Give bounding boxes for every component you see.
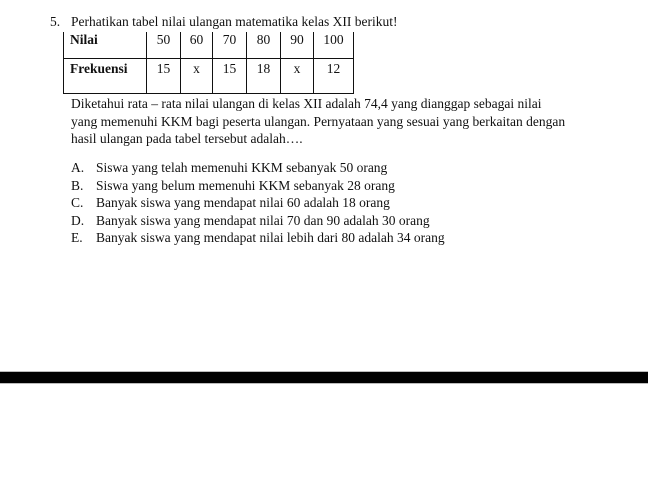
option-b[interactable] (71, 177, 445, 195)
option-d[interactable] (71, 212, 445, 230)
table-cell: 80 (247, 32, 281, 59)
table-row-frequencies (64, 59, 354, 94)
table-cell: 15 (213, 59, 247, 94)
table-cell: 15 (147, 59, 181, 94)
table-cell: 100 (314, 32, 354, 59)
option-c[interactable] (71, 194, 445, 212)
option-e[interactable] (71, 229, 445, 247)
table-cell: x (181, 59, 213, 94)
table-cell: 18 (247, 59, 281, 94)
table-row-scores (64, 32, 354, 59)
table-cell: 70 (213, 32, 247, 59)
divider-bar (0, 371, 648, 384)
option-text: Banyak siswa yang mendapat nilai lebih dari 80 adalah 34 orang (96, 230, 445, 246)
answer-options (71, 159, 445, 247)
row-header-frekuensi: Frekuensi (64, 59, 147, 94)
option-letter: B. (71, 177, 84, 193)
question-number: 5. (50, 14, 61, 29)
table-cell: 12 (314, 59, 354, 94)
row-header-nilai: Nilai (64, 32, 147, 59)
question-line (50, 14, 398, 30)
option-text: Siswa yang belum memenuhi KKM sebanyak 28 orang (96, 177, 395, 193)
question-paragraph: Diketahui rata – rata nilai ulangan di kelas XII adalah 74,4 yang dianggap sebagai nilai yang memenuhi KKM bagi peserta ulangan. Pernyataan yang sesuai yang berkaitan dengan hasil ulangan pada tabel tersebut adalah…. (71, 96, 566, 146)
option-text: Siswa yang telah memenuhi KKM sebanyak 50 orang (96, 160, 388, 175)
score-frequency-table (63, 32, 354, 94)
table-cell: x (281, 59, 314, 94)
option-a[interactable] (71, 159, 445, 177)
question-prompt: Perhatikan tabel nilai ulangan matematika kelas XII berikut! (71, 14, 398, 29)
table-cell: 50 (147, 32, 181, 59)
option-letter: E. (71, 230, 83, 246)
table-cell: 90 (281, 32, 314, 59)
table-cell: 60 (181, 32, 213, 59)
option-text: Banyak siswa yang mendapat nilai 70 dan 90 adalah 30 orang (96, 212, 430, 228)
option-letter: D. (71, 212, 85, 228)
option-letter: A. (71, 160, 85, 175)
option-text: Banyak siswa yang mendapat nilai 60 adalah 18 orang (96, 195, 390, 211)
option-letter: C. (71, 195, 84, 211)
